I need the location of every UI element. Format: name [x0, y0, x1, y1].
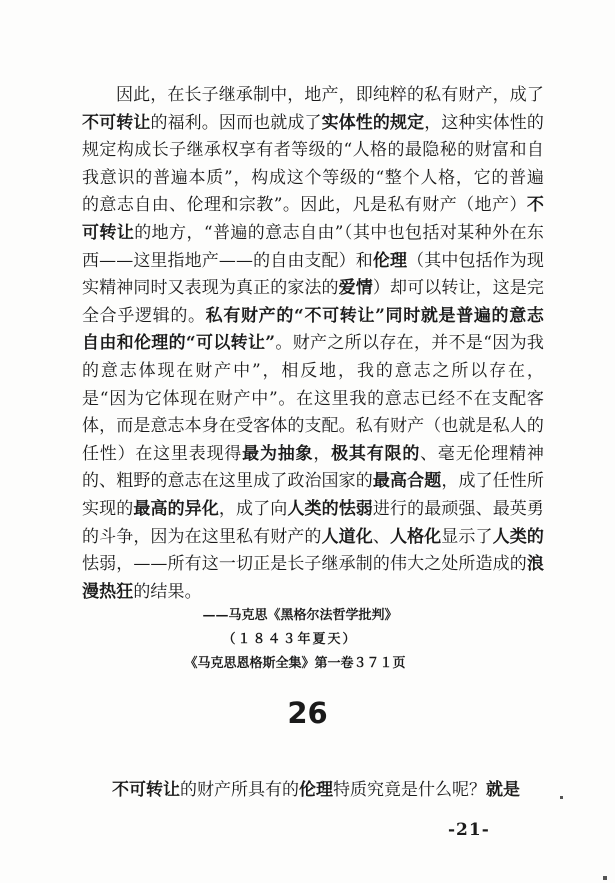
emphasis-text: 不可转让 — [82, 112, 151, 133]
scan-speck — [603, 876, 607, 880]
body-text: 的福利。因而也就成了 — [150, 112, 322, 133]
body-paragraph — [82, 82, 544, 606]
emphasis-text: 伦理 — [372, 250, 408, 271]
emphasis-text: 最高合题 — [372, 471, 442, 492]
emphasis-text: 人类的怯弱 — [287, 498, 373, 519]
emphasis-text: 伦理 — [299, 780, 333, 800]
body-text: 怯弱，——所有这一切正是长子继承制的伟大之处所造成的 — [82, 554, 527, 575]
source-author-line: ——马克思《黑格尔法哲学批判》 — [202, 608, 398, 623]
body-text: 、 — [372, 526, 390, 547]
body-text: ， — [313, 443, 332, 464]
emphasis-text: 人类的 — [492, 526, 544, 547]
section-number: 26 — [287, 696, 328, 730]
body-text: 显示了 — [441, 526, 493, 547]
body-text: （其中包括作为现实精神同时又表现为真正的家法的 — [82, 250, 545, 299]
emphasis-text: 最高的异化 — [133, 498, 219, 519]
emphasis-text: 不可转让 — [112, 780, 180, 800]
emphasis-text: 浪漫热狂 — [82, 554, 544, 602]
emphasis-text: 实体性的规定 — [321, 112, 425, 133]
emphasis-text: 就是 — [486, 780, 520, 800]
body-text: 进行的最顽强、最英勇的斗争，因为在这里私有财产的 — [82, 498, 545, 547]
body-text: 的财产所具有的 — [180, 780, 299, 800]
body-text: 特质究竟是什么呢？ — [333, 780, 486, 800]
next-paragraph — [112, 775, 552, 800]
body-text: ，这种实体性的规定构成长子继承权享有者等级的“人格的最隐秘的财富和自我意识的普遍本质”，构成这个等级的“整个人格，它的普遍的意志自由、伦理和宗教”。因此，凡是私有财产（地产） — [82, 112, 544, 216]
scan-speck — [560, 796, 563, 799]
emphasis-text: 极其有限的 — [331, 443, 421, 464]
body-text: 因此，在长子继承制中，地产，即纯粹的私有财产，成了 — [116, 85, 544, 105]
page-number: -21- — [448, 820, 490, 840]
emphasis-text: 人道化 — [321, 526, 373, 547]
emphasis-text: 私有财产的“不可转让”同时就是普遍的意志自由和伦理的“可以转让” — [82, 305, 544, 354]
emphasis-text: 最为抽象 — [242, 443, 314, 464]
emphasis-text: 人格化 — [389, 526, 442, 547]
body-text: 、毫无伦理精神的、粗野的意志在这里成了政治国家的 — [82, 443, 544, 492]
body-text: ，成了向 — [218, 498, 288, 519]
source-citation-line: 《马克思恩格斯全集》第一卷３７１页 — [184, 656, 406, 671]
emphasis-text: 爱情 — [338, 278, 373, 299]
source-date-line: （１８４３年夏天） — [222, 632, 358, 647]
body-text: ）却可以转让，这是完全合乎逻辑的。 — [82, 278, 545, 326]
body-text: 。财产之所以存在，并不是“因为我的意志体现在财产中”，相反地，我的意志之所以存在，是“因为它体现在财产中”。在这里我的意志已经不在支配客体，而是意志本身在受客体的支配。私有财产（也就是私人的任性）在这里表现得 — [82, 333, 544, 464]
body-text: 的地方，“普遍的意志自由”（其中也包括对某种外在东西——这里指地产——的自由支配）和 — [82, 222, 544, 271]
body-text: ，成了任性所实现的 — [82, 471, 544, 519]
body-text: 的结果。 — [133, 581, 202, 602]
emphasis-text: 不可转让 — [82, 195, 544, 243]
